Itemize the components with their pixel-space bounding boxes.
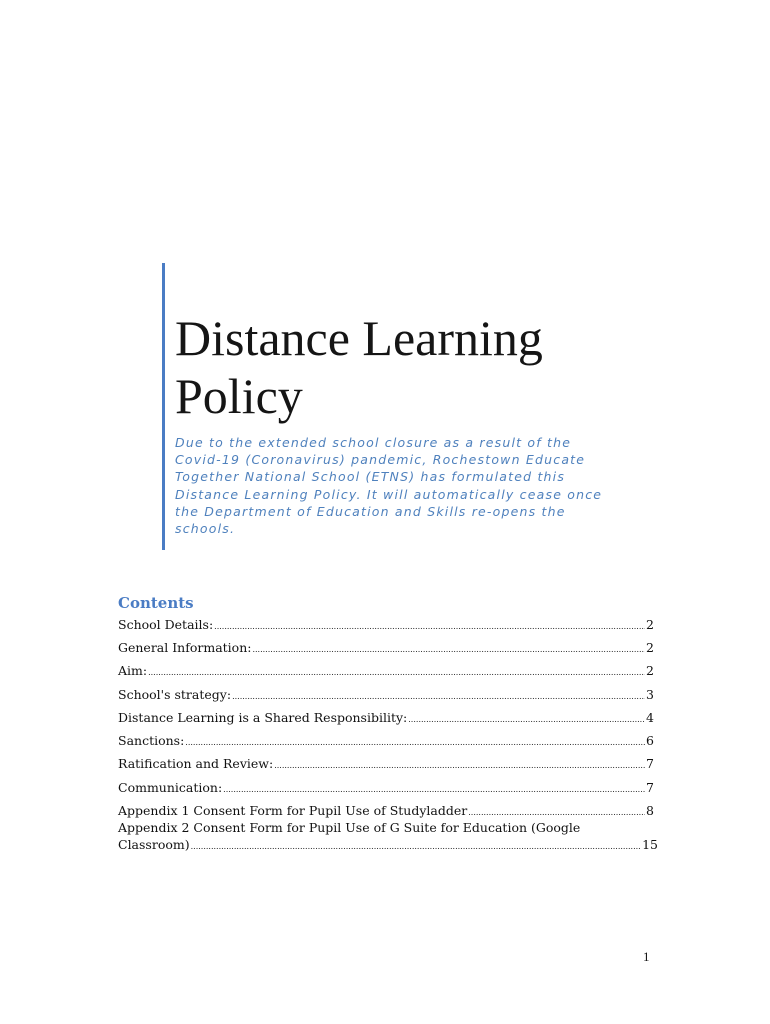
toc-dot-leader [408, 709, 645, 728]
toc-dot-leader [191, 836, 641, 855]
toc-entry-label: General Information: [118, 640, 252, 655]
toc-entry-page: 6 [646, 733, 654, 748]
document-title: Distance Learning Policy [175, 310, 543, 424]
toc-entry-schools-strategy[interactable] [118, 686, 654, 705]
toc-entry-communication[interactable] [118, 779, 654, 798]
toc-entry-page: 7 [646, 756, 654, 771]
document-subtitle: Due to the extended school closure as a result of the Covid-19 (Coronavirus) pandemic, Rochestown Educate Together National School (ETNS) has formulated this Distance Learning Policy. It will automatically cease once the Department of Education and Skills re-opens the schools. [175, 435, 603, 537]
toc-dot-leader [274, 755, 645, 774]
toc-entry-page: 2 [646, 663, 654, 678]
toc-entry-label: Aim: [118, 663, 148, 678]
toc-entry-appendix-2[interactable] [118, 819, 658, 855]
toc-dot-leader [223, 779, 645, 798]
toc-entry-label: Ratification and Review: [118, 756, 274, 771]
toc-entry-label: Sanctions: [118, 733, 185, 748]
toc-entry-school-details[interactable] [118, 616, 654, 635]
toc-entry-shared-responsibility[interactable] [118, 709, 654, 728]
title-block [162, 263, 642, 550]
toc-entry-page: 3 [646, 687, 654, 702]
toc-dot-leader [232, 686, 645, 705]
toc-entry-line-2 [118, 836, 658, 855]
toc-entry-page: 2 [646, 640, 654, 655]
toc-entry-label: Appendix 1 Consent Form for Pupil Use of Studyladder [118, 803, 468, 818]
toc-entry-label-line-1: Appendix 2 Consent Form for Pupil Use of G Suite for Education (Google [118, 820, 581, 835]
page-number: 1 [643, 949, 650, 964]
toc-dot-leader [185, 732, 645, 751]
toc-entry-sanctions[interactable] [118, 732, 654, 751]
contents-heading: Contents [118, 594, 194, 612]
toc-entry-label: Distance Learning is a Shared Responsibility: [118, 710, 408, 725]
toc-entry-page: 15 [642, 837, 658, 852]
toc-entry-page: 7 [646, 780, 654, 795]
toc-entry-page: 4 [646, 710, 654, 725]
toc-dot-leader [214, 616, 645, 635]
toc-entry-label: School's strategy: [118, 687, 232, 702]
toc-entry-page: 8 [646, 803, 654, 818]
toc-entry-label: School Details: [118, 617, 214, 632]
toc-entry-general-information[interactable] [118, 639, 654, 658]
toc-entry-label: Communication: [118, 780, 223, 795]
toc-entry-ratification-review[interactable] [118, 755, 654, 774]
toc-entry-label-line-2: Classroom) [118, 837, 190, 852]
toc-entry-page: 2 [646, 617, 654, 632]
toc-entry-aim[interactable] [118, 662, 654, 681]
toc-dot-leader [148, 662, 645, 681]
toc-dot-leader [252, 639, 645, 658]
